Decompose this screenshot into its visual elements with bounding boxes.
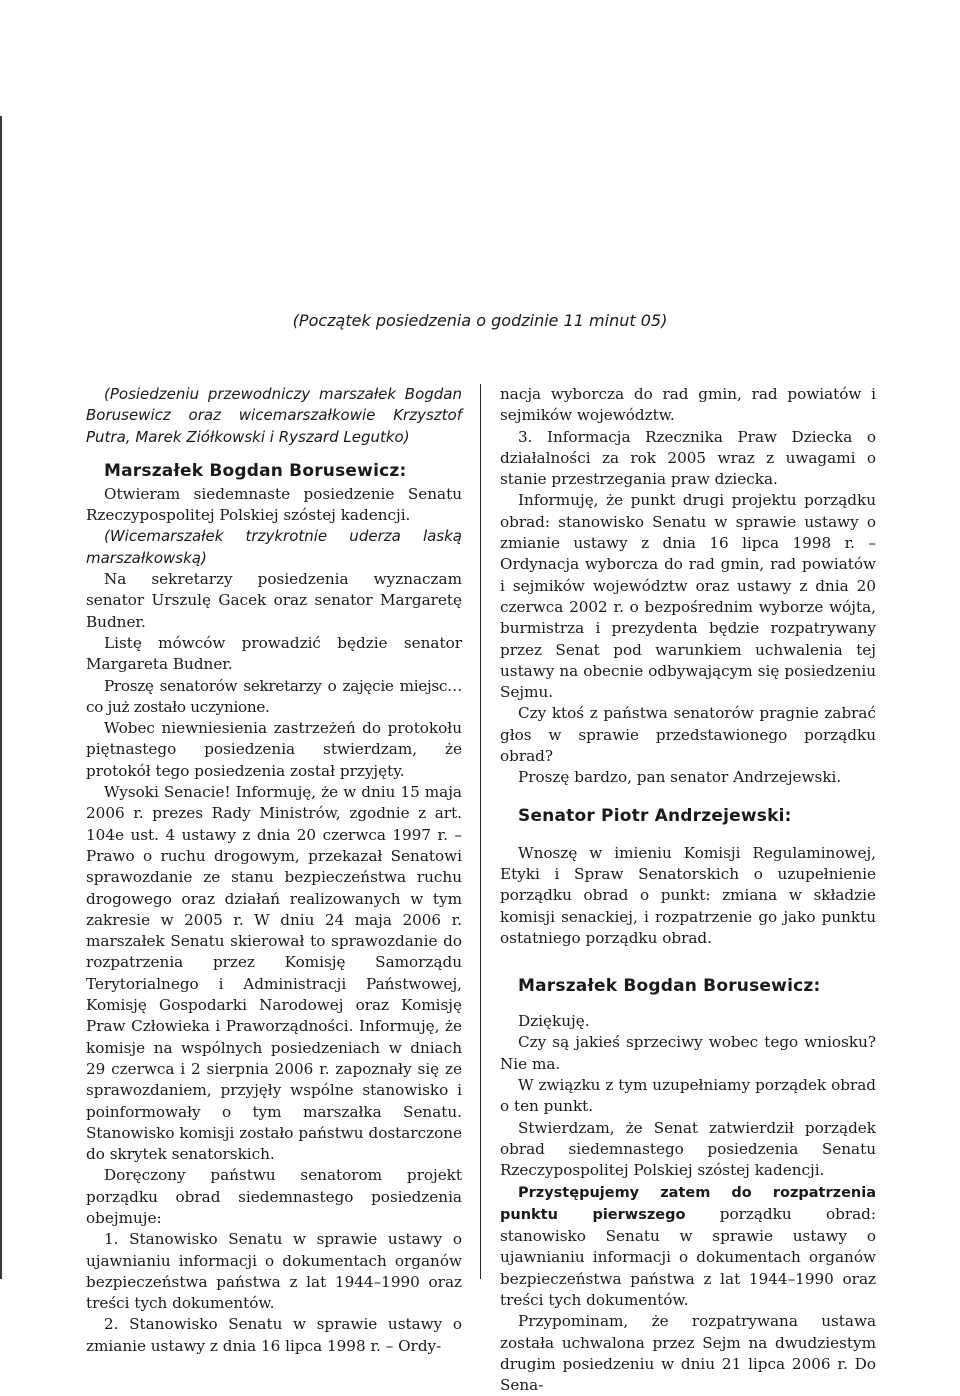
paragraph-opening: Otwieram siedemnaste posiedzenie Senatu Rzeczypospolitej Polskiej szóstej kadencji. (86, 484, 462, 525)
paragraph-thanks: Dziękuję. (518, 1012, 590, 1031)
left-column (86, 384, 462, 1357)
paragraph-invite-speaker: Proszę bardzo, pan senator Andrzejewski. (518, 768, 842, 787)
paragraph-secretaries: Na sekretarzy posiedzenia wyznaczam senator Urszulę Gacek oraz senator Margaretę Budner. (86, 570, 462, 631)
paragraph-traffic-report: Wysoki Senacie! Informuję, że w dniu 15 maja 2006 r. prezes Rady Ministrów, zgodnie z art. 104e ust. 4 ustawy z dnia 20 czerwca 1997 r. – Prawo o ruchu drogowym, przekazał Senatowi sprawozdanie ze stanu bezpieczeństwa ruchu drogowego oraz działań realizowanych w tym zakresie w 2005 r. W dniu 24 maja 2006 r. marszałek Senatu skierował to sprawozdanie do rozpatrzenia przez Komisję Samorządu Terytorialnego i Administracji Państwowej, Komisję Gospodarki Narodowej oraz Komisję Praw Człowieka i Praworządności. Informuję, że komisje na wspólnych posiedzeniach w dniach 29 czerwca i 2 sierpnia 2006 r. zapoznały się ze sprawozdaniem, przyjęły wspólne stanowisko i poinformowały o tym marszałka Senatu. Stanowisko komisji zostało państwu dostarczone do skrytek senatorskich. (86, 783, 462, 1164)
paragraph-supplement: W związku z tym uzupełniamy porządek obrad o ten punkt. (500, 1076, 876, 1116)
first-point-rest: porządku obrad: stanowisko Senatu w sprawie ustawy o ujawnianiu informacji o dokumentach organów bezpieczeństwa państwa z lat 1944–1990 oraz treści tych dokumentów. (500, 1204, 876, 1309)
paragraph-floor-question: Czy ktoś z państwa senatorów pragnie zabrać głos w sprawie przedstawionego porządku obrad? (500, 704, 876, 766)
right-column (500, 384, 876, 1396)
presiding-note: (Posiedzeniu przewodniczy marszałek Bogdan Borusewicz oraz wicemarszałkowie Krzysztof Putra, Marek Ziółkowski i Ryszard Legutko) (86, 385, 462, 446)
agenda-item-3: 3. Informacja Rzecznika Praw Dziecka o działalności za rok 2005 wraz z uwagami o stanie przestrzegania praw dziecka. (500, 427, 876, 489)
paragraph-protocol: Wobec niewniesienia zastrzeżeń do protokołu piętnastego posiedzenia stwierdzam, że protokół tego posiedzenia został przyjęty. (86, 719, 462, 780)
paragraph-speakers-list: Listę mówców prowadzić będzie senator Margareta Budner. (86, 633, 462, 674)
agenda-item-2: 2. Stanowisko Senatu w sprawie ustawy o zmianie ustawy z dnia 16 lipca 1998 r. – Ordy- (86, 1315, 462, 1355)
paragraph-seats: Proszę senatorów sekretarzy o zajęcie miejsc… co już zostało uczynione. (86, 676, 462, 716)
session-start-note: (Początek posiedzenia o godzinie 11 minut 05) (292, 311, 668, 330)
paragraph-agenda-intro: Doręczony państwu senatorom projekt porządku obrad siedemnastego posiedzenia obejmuje: (86, 1166, 462, 1227)
paragraph-objections: Czy są jakieś sprzeciwy wobec tego wniosku? Nie ma. (500, 1033, 876, 1073)
left-margin-rule (0, 116, 2, 1279)
paragraph-point-two: Informuję, że punkt drugi projektu porządku obrad: stanowisko Senatu w sprawie ustawy o zmianie ustawy z dnia 16 lipca 1998 r. – Ordynacja wyborcza do rad gmin, rad powiatów i sejmików województw oraz ustawy z dnia 20 czerwca 2002 r. o bezpośrednim wyborze wójta, burmistrza i prezydenta będzie rozpatrywany przez Senat pod warunkiem uchwalenia tej ustawy na obecnie odbywającym się posiedzeniu Sejmu. (500, 491, 876, 702)
agenda-item-2-continued: nacja wyborcza do rad gmin, rad powiatów i sejmików województw. (500, 385, 876, 425)
column-divider (480, 384, 481, 1279)
speaker-heading-marshal-2: Marszałek Bogdan Borusewicz: (518, 976, 821, 997)
paragraph-approved: Stwierdzam, że Senat zatwierdził porządek obrad siedemnastego posiedzenia Senatu Rzeczypospolitej Polskiej szóstej kadencji. (500, 1118, 876, 1180)
speaker-heading-marshal: Marszałek Bogdan Borusewicz: (104, 460, 407, 481)
paragraph-first-point (500, 1182, 876, 1312)
first-point-emphasis: Przystępujemy zatem do rozpatrzenia punktu pierwszego (500, 1184, 876, 1223)
agenda-item-1: 1. Stanowisko Senatu w sprawie ustawy o ujawnianiu informacji o dokumentach organów bezpieczeństwa państwa z lat 1944–1990 oraz treści tych dokumentów. (86, 1230, 462, 1313)
paragraph-reminder: Przypominam, że rozpatrywana ustawa została uchwalona przez Sejm na dwudziestym drugim posiedzeniu w dniu 21 lipca 2006 r. Do Sena- (500, 1312, 876, 1395)
paragraph-motion: Wnoszę w imieniu Komisji Regulaminowej, Etyki i Spraw Senatorskich o uzupełnienie porządku obrad o punkt: zmiana w składzie komisji senackiej, i rozpatrzenie go jako punktu ostatniego porządku obrad. (500, 843, 876, 947)
stage-direction-gavel: (Wicemarszałek trzykrotnie uderza laską marszałkowską) (86, 527, 462, 567)
speaker-heading-senator: Senator Piotr Andrzejewski: (518, 805, 792, 826)
